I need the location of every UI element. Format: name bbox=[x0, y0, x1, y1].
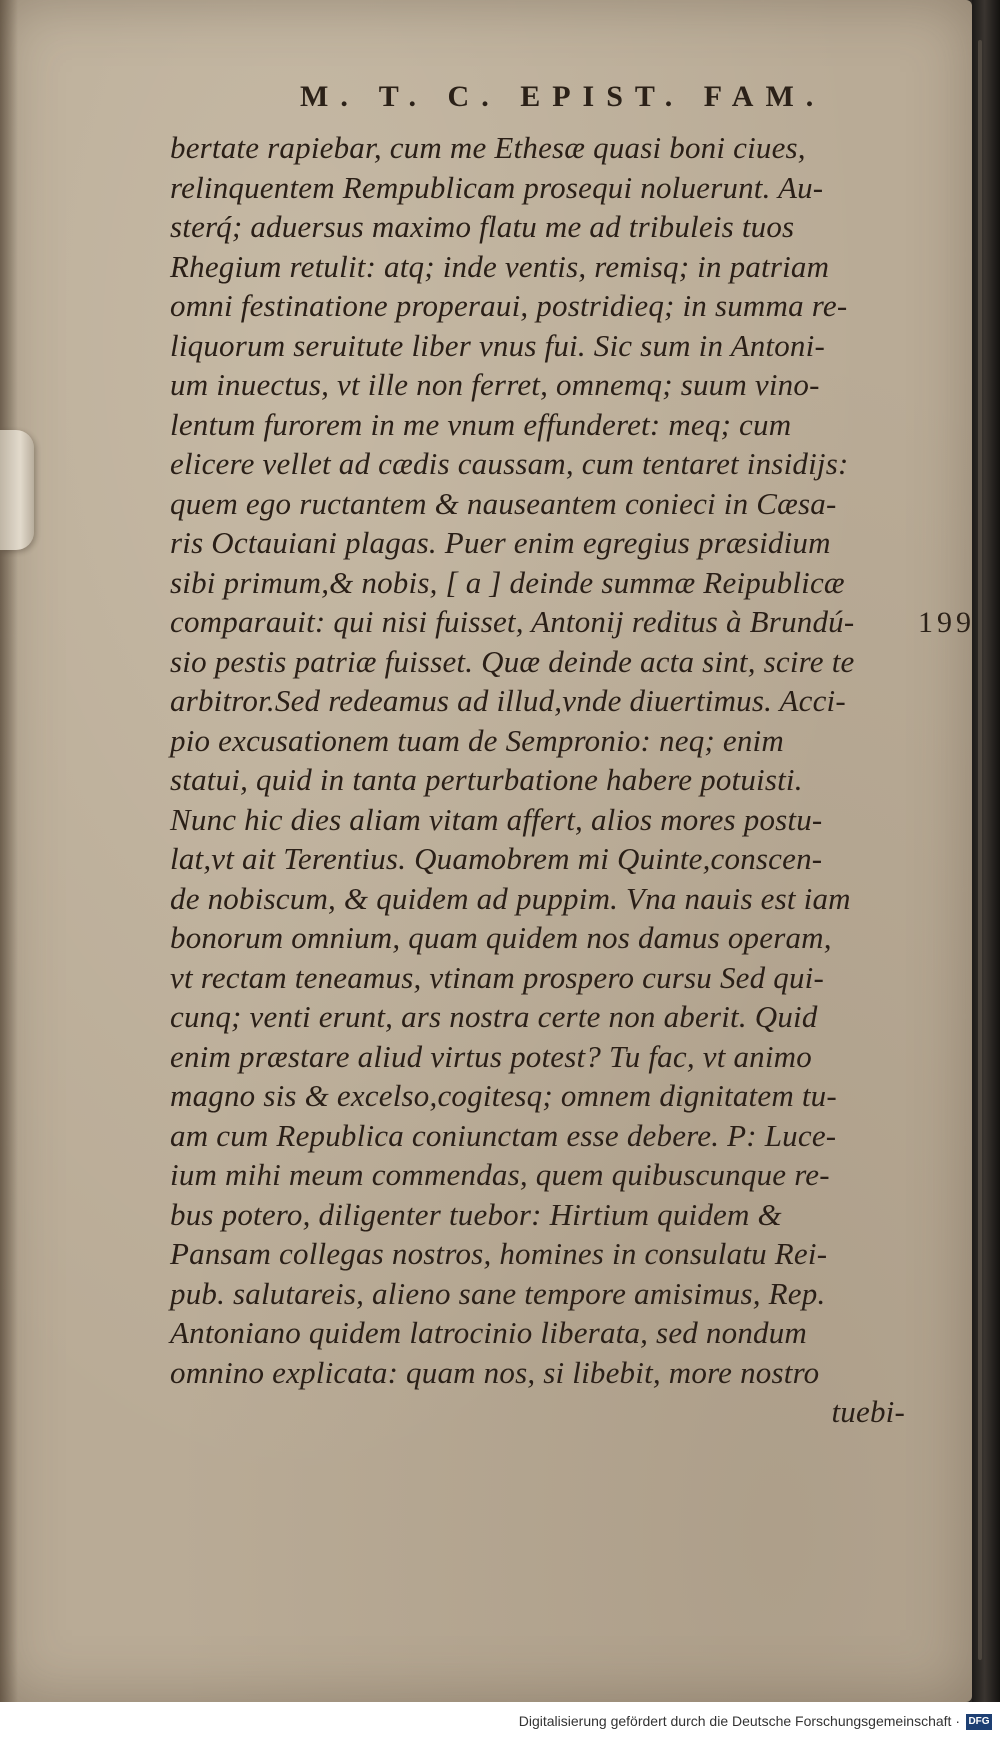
text-line: omni festinatione properaui, postridieq; in summa re- bbox=[170, 288, 848, 323]
text-line: bus potero, diligenter tuebor: Hirtium quidem & bbox=[170, 1196, 782, 1232]
text-line: bonorum omnium, quam quidem nos damus operam, bbox=[170, 920, 832, 955]
page-edge bbox=[972, 0, 1000, 1742]
catchword: tuebi- bbox=[831, 1394, 905, 1429]
page-clip bbox=[0, 430, 34, 550]
dfg-logo-icon: DFG bbox=[966, 1714, 992, 1730]
text-line: bertate rapiebar, cum me Ethesæ quasi boni ciues, bbox=[170, 130, 806, 165]
footer-bar bbox=[0, 1702, 1000, 1742]
text-line: um inuectus, vt ille non ferret, omnemq; suum vino- bbox=[170, 367, 820, 402]
text-line: pio excusationem tuam de Sempronio: neq; enim bbox=[170, 722, 784, 758]
text-line: ium mihi meum commendas, quem quibuscunque re- bbox=[170, 1157, 830, 1192]
body-text bbox=[170, 128, 915, 1432]
text-line: cunq; venti erunt, ars nostra certe non aberit. Quid bbox=[170, 999, 818, 1034]
spine-shadow bbox=[0, 0, 18, 1702]
running-title: M. T. C. EPIST. FAM. bbox=[300, 80, 826, 113]
text-line: Pansam collegas nostros, homines in consulatu Rei- bbox=[170, 1236, 828, 1271]
text-line: arbitror.Sed redeamus ad illud,vnde diuertimus. Acci- bbox=[170, 683, 846, 718]
text-line: liquorum seruitute liber vnus fui. Sic sum in Antoni- bbox=[170, 327, 825, 363]
text-line: statui, quid in tanta perturbatione habere potuisti. bbox=[170, 762, 803, 797]
text-line: Antoniano quidem latrocinio liberata, sed nondum bbox=[170, 1315, 808, 1350]
text-line: quem ego ructantem & nauseantem conieci in Cæsa- bbox=[170, 485, 837, 521]
text-line: lat,vt ait Terentius. Quamobrem mi Quinte,conscen- bbox=[170, 841, 823, 876]
text-line: Rhegium retulit: atq; inde ventis, remisq; in patriam bbox=[170, 248, 830, 284]
text-line: de nobiscum, & quidem ad puppim. Vna nauis est iam bbox=[170, 880, 851, 916]
text-line: enim præstare aliud virtus potest? Tu fac, vt animo bbox=[170, 1038, 812, 1074]
text-line: magno sis & excelso,cogitesq; omnem dignitatem tu- bbox=[170, 1078, 837, 1113]
text-line: elicere vellet ad cædis caussam, cum tentaret insidijs: bbox=[170, 446, 849, 481]
text-line: comparauit: qui nisi fuisset, Antonij reditus à Brundú- bbox=[170, 604, 855, 639]
text-line: Nunc hic dies aliam vitam affert, alios mores postu- bbox=[170, 801, 823, 837]
text-line: relinquentem Rempublicam prosequi noluerunt. Au- bbox=[170, 169, 824, 205]
text-line: sibi primum,& nobis, [ a ] deinde summæ Reipublicæ bbox=[170, 564, 845, 600]
text-line: am cum Republica coniunctam esse debere. P: Luce- bbox=[170, 1117, 837, 1153]
text-line: pub. salutareis, alieno sane tempore amisimus, Rep. bbox=[170, 1275, 826, 1311]
funding-credit: Digitalisierung gefördert durch die Deutsche Forschungsgemeinschaft · bbox=[518, 1713, 960, 1729]
text-line: ris Octauiani plagas. Puer enim egregius præsidium bbox=[170, 525, 831, 560]
text-line: sio pestis patriæ fuisset. Quæ deinde acta sint, scire te bbox=[170, 643, 855, 679]
text-line: omnino explicata: quam nos, si libebit, more nostro bbox=[170, 1354, 820, 1390]
page-number: 199 bbox=[918, 606, 975, 639]
text-line: lentum furorem in me vnum effunderet: meq; cum bbox=[170, 406, 792, 442]
page-edge-stripe bbox=[978, 40, 982, 1660]
text-line: vt rectam teneamus, vtinam prospero cursu Sed qui- bbox=[170, 959, 824, 995]
text-line: sterq́; aduersus maximo flatu me ad tribuleis tuos bbox=[170, 209, 795, 244]
